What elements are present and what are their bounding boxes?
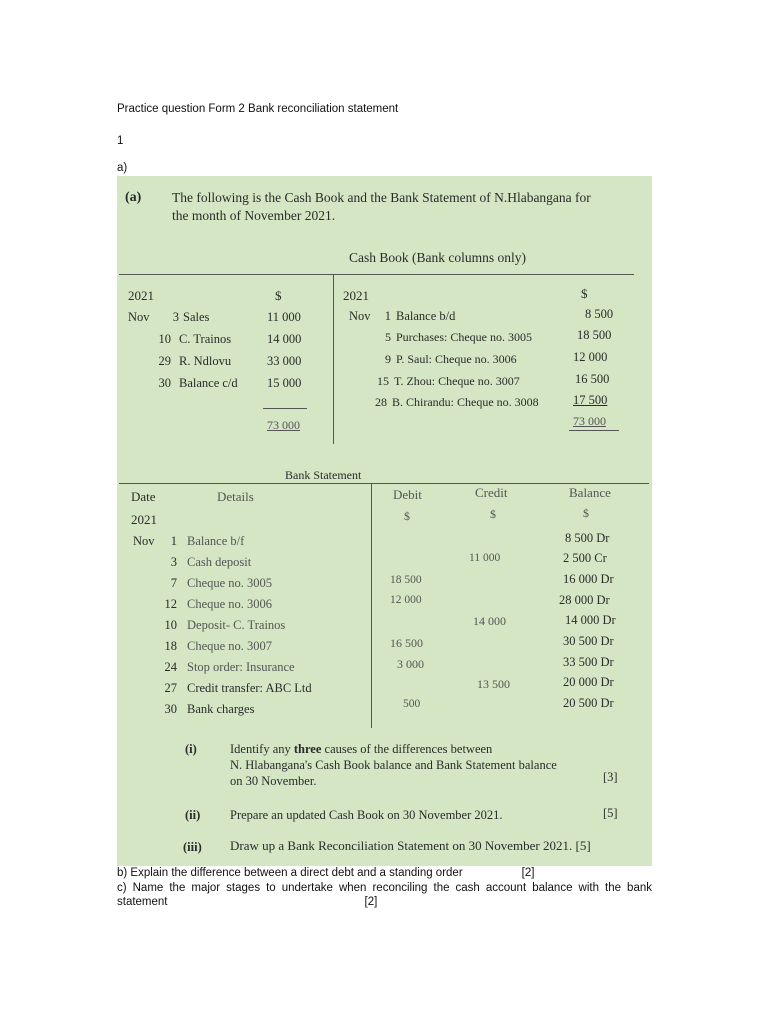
cash-book-title: Cash Book (Bank columns only) [349,250,526,265]
table-row-credit: 11 000 [469,552,501,564]
table-row-detail: Stop order: Insurance [187,660,295,674]
cash-book-left-detail: Sales [183,310,210,324]
cash-book-right-amount: 8 500 [585,307,614,321]
part-c-marks: [2] [364,896,378,908]
table-row-credit: 14 000 [473,614,506,628]
table-row-day: 10 [164,618,177,632]
table-row-credit: 13 500 [477,677,510,691]
table-row-balance: 2 500 Cr [563,551,607,565]
question-ii-marks: [5] [603,806,618,820]
col-header-debit: Debit [393,487,422,502]
cash-book-left-amount: 33 000 [267,354,302,368]
cash-book-right-detail: T. Zhou: Cheque no. 3007 [394,374,520,388]
question-iii-text: Draw up a Bank Reconciliation Statement on 30 November 2021. [5] [230,838,591,853]
table-row-balance: 20 000 Dr [563,675,614,689]
table-row-debit: 16 500 [390,636,423,650]
table-row-balance: 16 000 Dr [563,572,614,586]
table-row-debit: 500 [403,698,421,710]
cash-book-left-total-rule [263,408,307,409]
table-row-balance: 14 000 Dr [565,613,616,627]
table-row-detail: Cheque no. 3006 [187,597,273,611]
table-row-month: Nov [133,534,155,548]
question-number: 1 [117,135,124,147]
table-row-detail: Credit transfer: ABC Ltd [187,681,312,695]
cash-book-left-day: 30 [158,376,171,390]
col-header-date: Date [131,489,156,504]
table-row-day: 18 [164,639,177,653]
cash-book-left-detail: Balance c/d [179,376,238,390]
table-row-day: 27 [164,681,177,695]
cash-book-right-amount: 12 000 [573,350,608,364]
table-row-detail: Cash deposit [187,555,252,569]
col-header-balance: Balance [569,485,611,500]
cash-book-divider [333,274,334,444]
table-row-balance: 30 500 Dr [563,634,614,648]
intro-line-2: the month of November 2021. [172,208,336,223]
cash-book-right-day: 15 [377,374,389,388]
cash-book-right-day: 9 [385,352,391,366]
bank-statement-top-rule [119,483,649,484]
bank-statement-col-rule [371,483,372,728]
part-c-line-1: c) Name the major stages to undertake when reconciling the cash account balance with the bank [117,882,652,894]
cash-book-left-detail: R. Ndlovu [179,354,232,368]
cash-book-left-month: Nov [128,310,150,324]
cash-book-right-day: 1 [384,309,391,323]
cash-book-left-amount: 14 000 [267,332,302,346]
table-row-debit: 3 000 [397,657,424,671]
part-a-marker: (a) [125,190,142,205]
table-row-detail: Cheque no. 3005 [187,576,273,590]
cash-book-left-day: 10 [158,332,171,346]
cash-book-right-amount: 17 500 [573,393,608,407]
cash-book-right-month: Nov [349,309,371,323]
table-row-balance: 20 500 Dr [563,696,614,710]
table-row-balance: 33 500 Dr [563,655,614,669]
table-row-day: 1 [170,534,177,548]
intro-line-1: The following is the Cash Book and the Bank Statement of N.Hlabangana for [172,190,591,205]
question-i-marks: [3] [603,770,618,784]
cash-book-left-year: 2021 [128,288,154,303]
question-i-line-2: N. Hlabangana's Cash Book balance and Bank Statement balance [230,758,557,772]
cash-book-left-day: 3 [172,310,179,324]
cash-book-right-detail: P. Saul: Cheque no. 3006 [396,352,517,366]
question-iii-number: (iii) [183,840,202,854]
table-row-day: 3 [170,555,177,569]
question-ii-text: Prepare an updated Cash Book on 30 November 2021. [230,808,503,822]
col-header-details: Details [217,489,254,504]
part-c-text: statement [117,896,168,908]
cash-book-right-total-rule [569,430,619,431]
col-header-credit: Credit [475,485,508,500]
table-row-detail: Bank charges [187,702,255,716]
bank-statement-title: Bank Statement [285,468,362,482]
table-row-day: 7 [170,576,177,590]
cash-book-right-detail: Balance b/d [396,309,456,323]
cash-book-left-day: 29 [158,354,171,368]
cash-book-left-currency: $ [275,288,282,303]
page-title: Practice question Form 2 Bank reconciliation statement [117,103,399,115]
part-a-label: a) [117,162,128,174]
part-b-marks: [2] [521,867,535,879]
cash-book-right-day: 28 [375,395,387,409]
bank-statement-year: 2021 [131,512,157,527]
table-row-day: 24 [164,660,177,674]
debit-currency: $ [404,509,410,523]
cash-book-left-total: 73 000 [267,418,300,432]
cash-book-right-amount: 18 500 [577,328,612,342]
question-i-number: (i) [185,742,197,756]
cash-book-right-amount: 16 500 [575,372,610,386]
cash-book-right-total: 73 000 [573,414,606,428]
part-b-text: b) Explain the difference between a direct debt and a standing order [117,867,463,879]
table-row-balance: 8 500 Dr [565,531,610,545]
question-ii-number: (ii) [185,808,201,822]
scanned-question-image [117,176,652,866]
table-row-detail: Deposit- C. Trainos [187,618,286,632]
cash-book-right-detail: Purchases: Cheque no. 3005 [396,330,532,344]
credit-currency: $ [490,507,496,521]
cash-book-right-detail: B. Chirandu: Cheque no. 3008 [392,395,539,409]
cash-book-right-day: 5 [385,330,391,344]
balance-currency: $ [583,506,589,520]
table-row-debit: 18 500 [390,574,422,586]
table-row-detail: Cheque no. 3007 [187,639,273,653]
cash-book-left-amount: 15 000 [267,376,302,390]
cash-book-right-currency: $ [581,286,588,301]
cash-book-right-year: 2021 [343,288,369,303]
table-row-balance: 28 000 Dr [559,593,610,607]
question-i-line-3: on 30 November. [230,774,317,788]
question-i-line-1: Identify any three causes of the differences between [230,742,493,756]
table-row-detail: Balance b/f [187,534,245,548]
table-row-day: 12 [164,597,177,611]
part-c-line-2 [117,895,652,909]
table-row-debit: 12 000 [390,594,422,606]
cash-book-top-rule [119,274,634,275]
cash-book-left-amount: 11 000 [267,310,301,324]
part-b [117,866,652,880]
table-row-day: 30 [164,702,177,716]
cash-book-left-detail: C. Trainos [179,332,232,346]
